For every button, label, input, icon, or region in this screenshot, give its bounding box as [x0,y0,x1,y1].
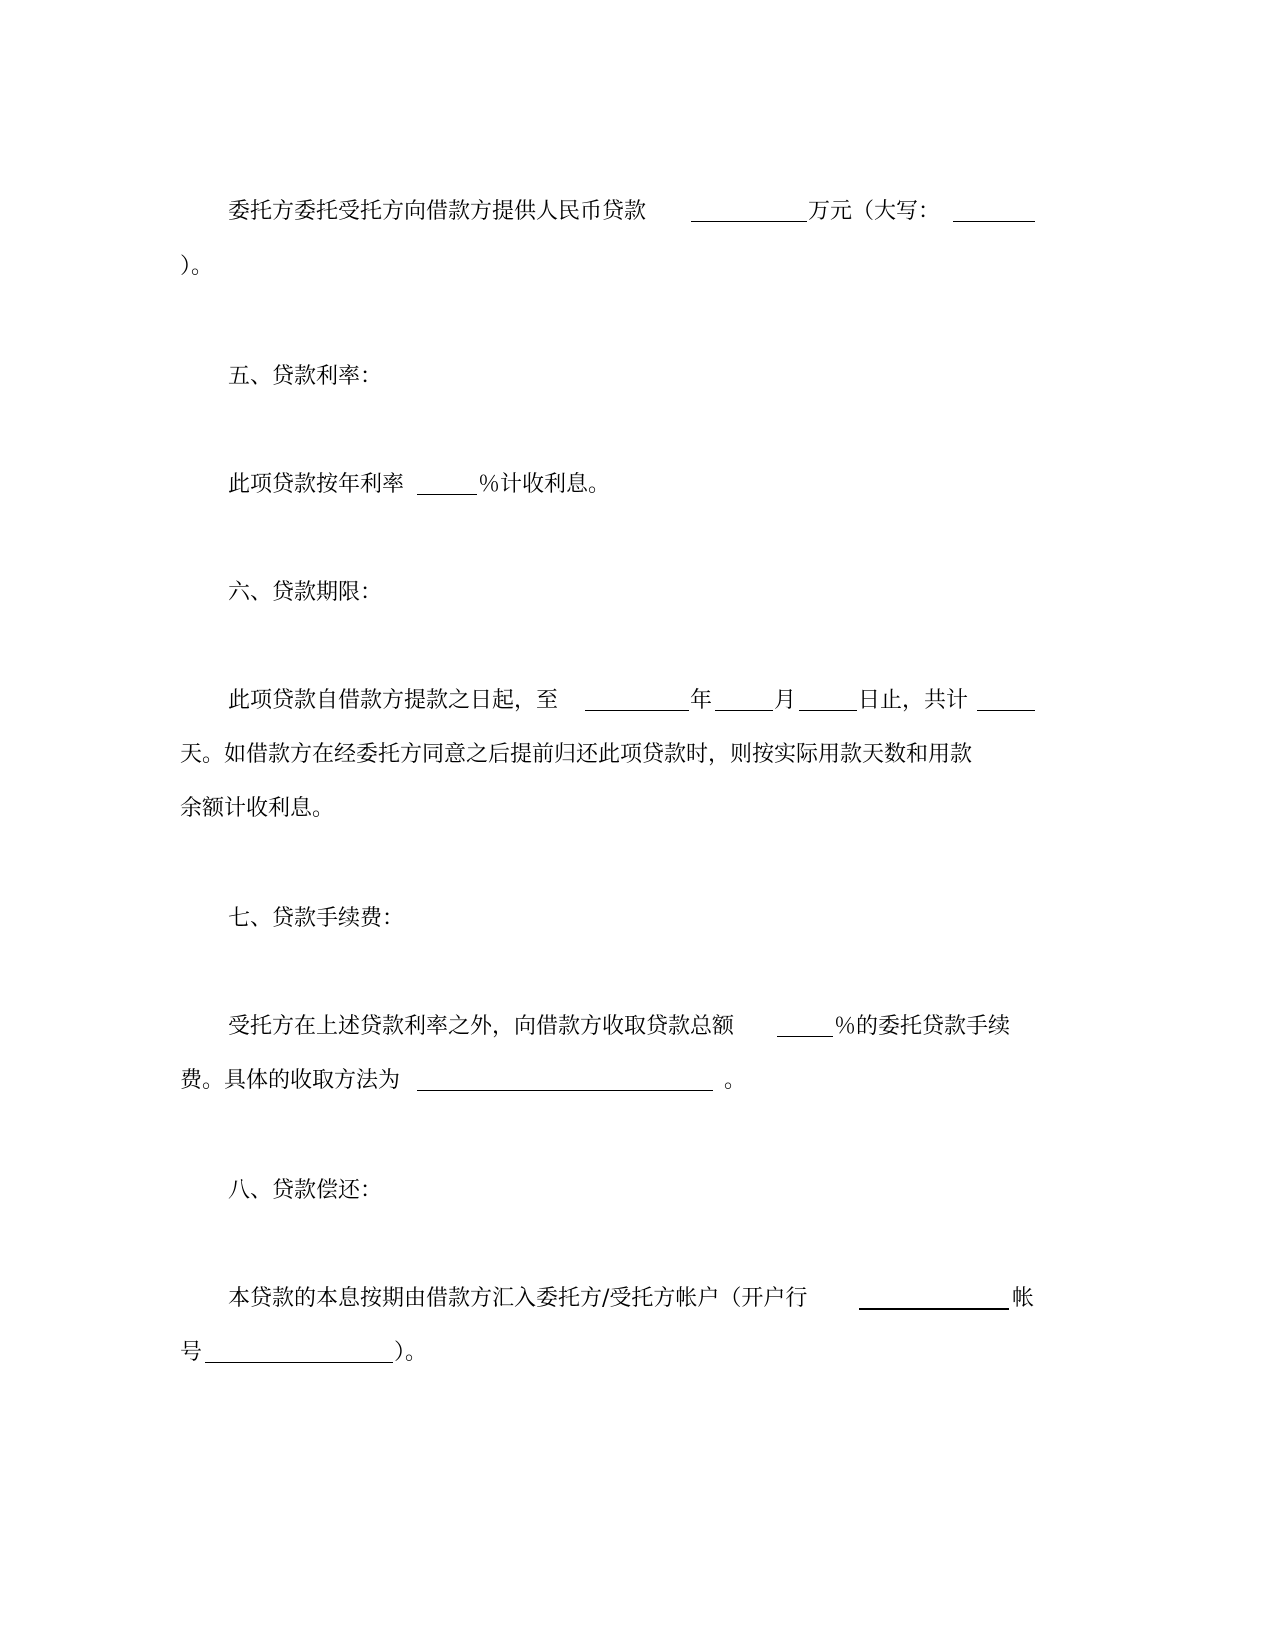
loan-fee-method-blank [417,1068,713,1091]
loan-amount-text: 委托方委托受托方向借款方提供人民币贷款 [228,199,647,224]
term-month-blank [715,688,773,711]
term-day-label: 日止，共计 [858,688,969,713]
loan-term-ending: 余额计收利息。 [180,796,335,821]
term-year-label: 年 [690,688,713,713]
interest-rate-suffix: ％计收利息。 [478,472,611,497]
bank-name-blank [859,1286,1009,1310]
loan-amount-unit: 万元（大写： [808,199,941,224]
loan-fee-method-period: 。 [724,1068,747,1093]
term-day-blank [799,688,857,711]
heading-interest-rate-text: 五、贷款利率： [228,364,383,389]
heading-loan-term-text: 六、贷款期限： [228,580,383,605]
loan-amount-uppercase-blank [953,199,1035,222]
account-closing: ）。 [394,1340,428,1365]
loan-fee-rate-blank [777,1014,833,1037]
loan-fee-rate-suffix: ％的委托贷款手续 [834,1014,1011,1039]
interest-rate-blank [417,472,477,495]
account-number-blank [205,1340,393,1363]
loan-amount-blank [691,199,807,222]
term-month-label: 月 [774,688,797,713]
heading-loan-fee-text: 七、贷款手续费： [228,906,405,931]
term-total-days-blank [977,688,1035,711]
loan-term-continuation: 天。如借款方在经委托方同意之后提前归还此项贷款时，则按实际用款天数和用款 [180,742,973,767]
account-label-start: 帐 [1012,1286,1035,1311]
heading-repayment-text: 八、贷款偿还： [228,1178,383,1203]
loan-fee-method-text: 费。具体的收取方法为 [180,1068,401,1093]
term-year-blank [585,688,689,711]
closing-parenthesis: ）。 [180,254,214,279]
account-label-end: 号 [180,1340,203,1365]
interest-rate-text: 此项贷款按年利率 [228,472,405,497]
loan-fee-text: 受托方在上述贷款利率之外，向借款方收取贷款总额 [228,1014,735,1039]
repayment-text: 本贷款的本息按期由借款方汇入委托方/受托方帐户（开户行 [228,1286,808,1311]
loan-term-text: 此项贷款自借款方提款之日起，至 [228,688,559,713]
